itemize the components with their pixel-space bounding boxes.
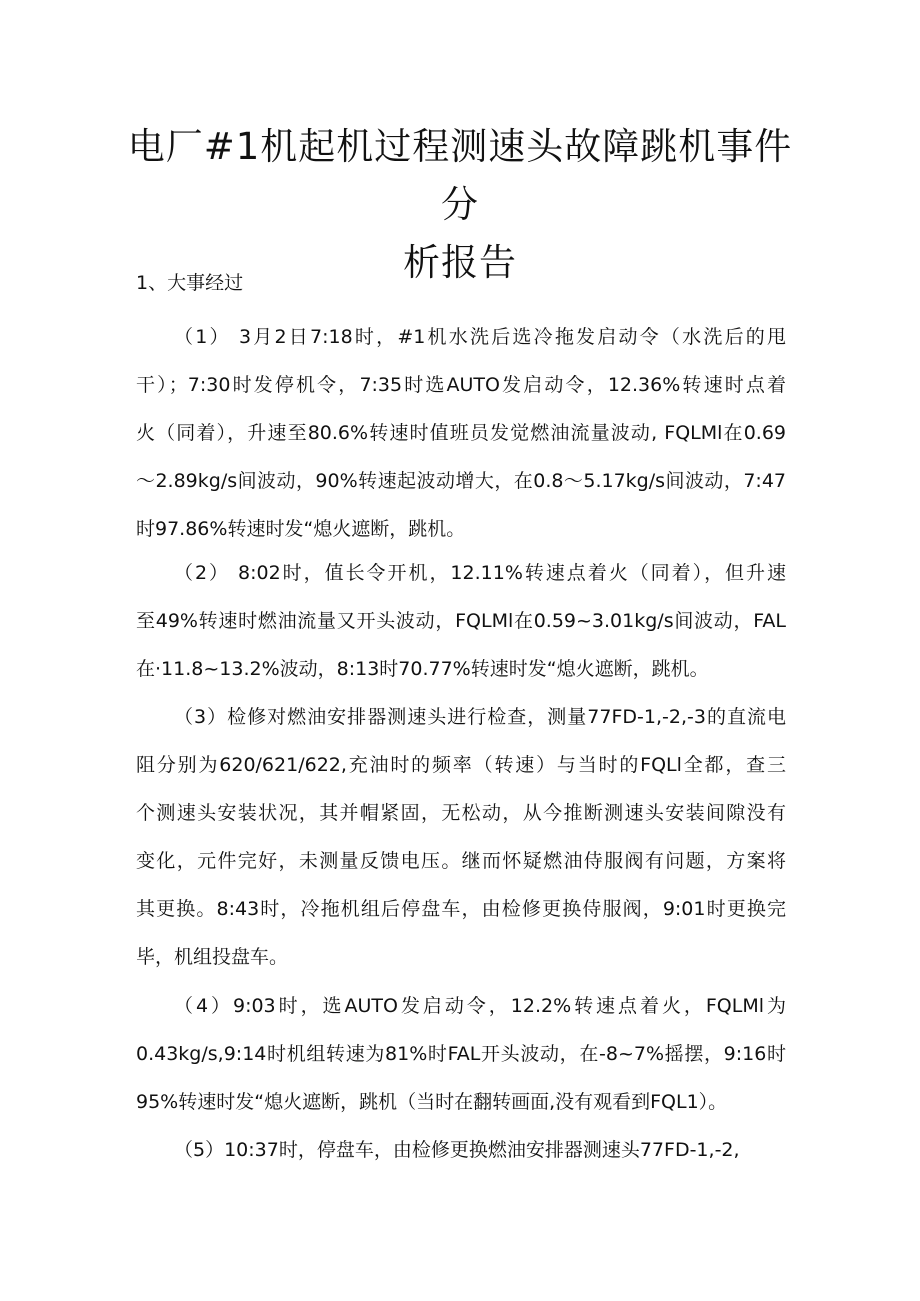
paragraph-line: （3）检修对燃油安排器测速头进行检查，测量77FD-1,-2,-3的直流电 bbox=[174, 706, 786, 728]
section-heading: 1、大事经过 bbox=[136, 272, 244, 294]
paragraph-line: 个测速头安装状况，其并帽紧固，无松动，从今推断测速头安装间隙没有 bbox=[136, 802, 786, 824]
paragraph-line: 95%转速时发“熄火遮断，跳机（当时在翻转画面,没有观看到FQL1）。 bbox=[136, 1091, 728, 1113]
paragraph-line: 阻分别为620/621/622,充油时的频率（转速）与当时的FQLl全都，查三 bbox=[136, 754, 786, 776]
paragraph-line: （1） 3月2日7:18时，#1机水洗后选冷拖发启动令（水洗后的甩 bbox=[174, 326, 786, 348]
paragraph-1 bbox=[136, 313, 786, 553]
paragraph-line: 0.43kg/s,9:14时机组转速为81%时FAL开头波动，在-8~7%摇摆，9:16时 bbox=[136, 1043, 786, 1065]
paragraph-line: 干）；7:30时发停机令，7:35时选AUTO发启动令，12.36%转速时点着 bbox=[136, 374, 786, 396]
paragraph-4 bbox=[136, 982, 786, 1126]
document-title bbox=[120, 118, 800, 292]
title-line: 电厂#1机起机过程测速头故障跳机事件分 bbox=[127, 125, 793, 226]
paragraph-line: （4）9:03时，选AUTO发启动令，12.2%转速点着火，FQLMl为 bbox=[174, 995, 786, 1017]
paragraph-line: 变化，元件完好，未测量反馈电压。继而怀疑燃油侍服阀有问题，方案将 bbox=[136, 850, 786, 872]
paragraph-line: 在·11.8~13.2%波动，8:13时70.77%转速时发“熄火遮断，跳机。 bbox=[136, 658, 709, 680]
paragraph-line: 毕，机组投盘车。 bbox=[136, 946, 289, 968]
paragraph-line: 其更换。8:43时，冷拖机组后停盘车，由检修更换侍服阀，9:01时更换完 bbox=[136, 898, 786, 920]
paragraph-line: ～2.89kg/s间波动，90%转速起波动增大，在0.8～5.17kg/s间波动，7:47 bbox=[136, 470, 786, 492]
paragraph-5 bbox=[136, 1126, 786, 1174]
paragraph-line: 至49%转速时燃油流量又开头波动，FQLMl在0.59~3.01kg/s间波动，FAL bbox=[136, 610, 786, 632]
paragraph-2 bbox=[136, 549, 786, 693]
paragraph-line: （2） 8:02时，值长令开机，12.11%转速点着火（同着），但升速 bbox=[174, 562, 786, 584]
paragraph-line: 火（同着），升速至80.6%转速时值班员发觉燃油流量波动, FQLMl在0.69 bbox=[136, 422, 786, 444]
paragraph-line: 时97.86%转速时发“熄火遮断，跳机。 bbox=[136, 518, 466, 540]
title-line: 析报告 bbox=[403, 241, 517, 284]
paragraph-line: （5）10:37时，停盘车，由检修更换燃油安排器测速头77FD-1,-2, bbox=[174, 1139, 740, 1161]
paragraph-3 bbox=[136, 693, 786, 981]
